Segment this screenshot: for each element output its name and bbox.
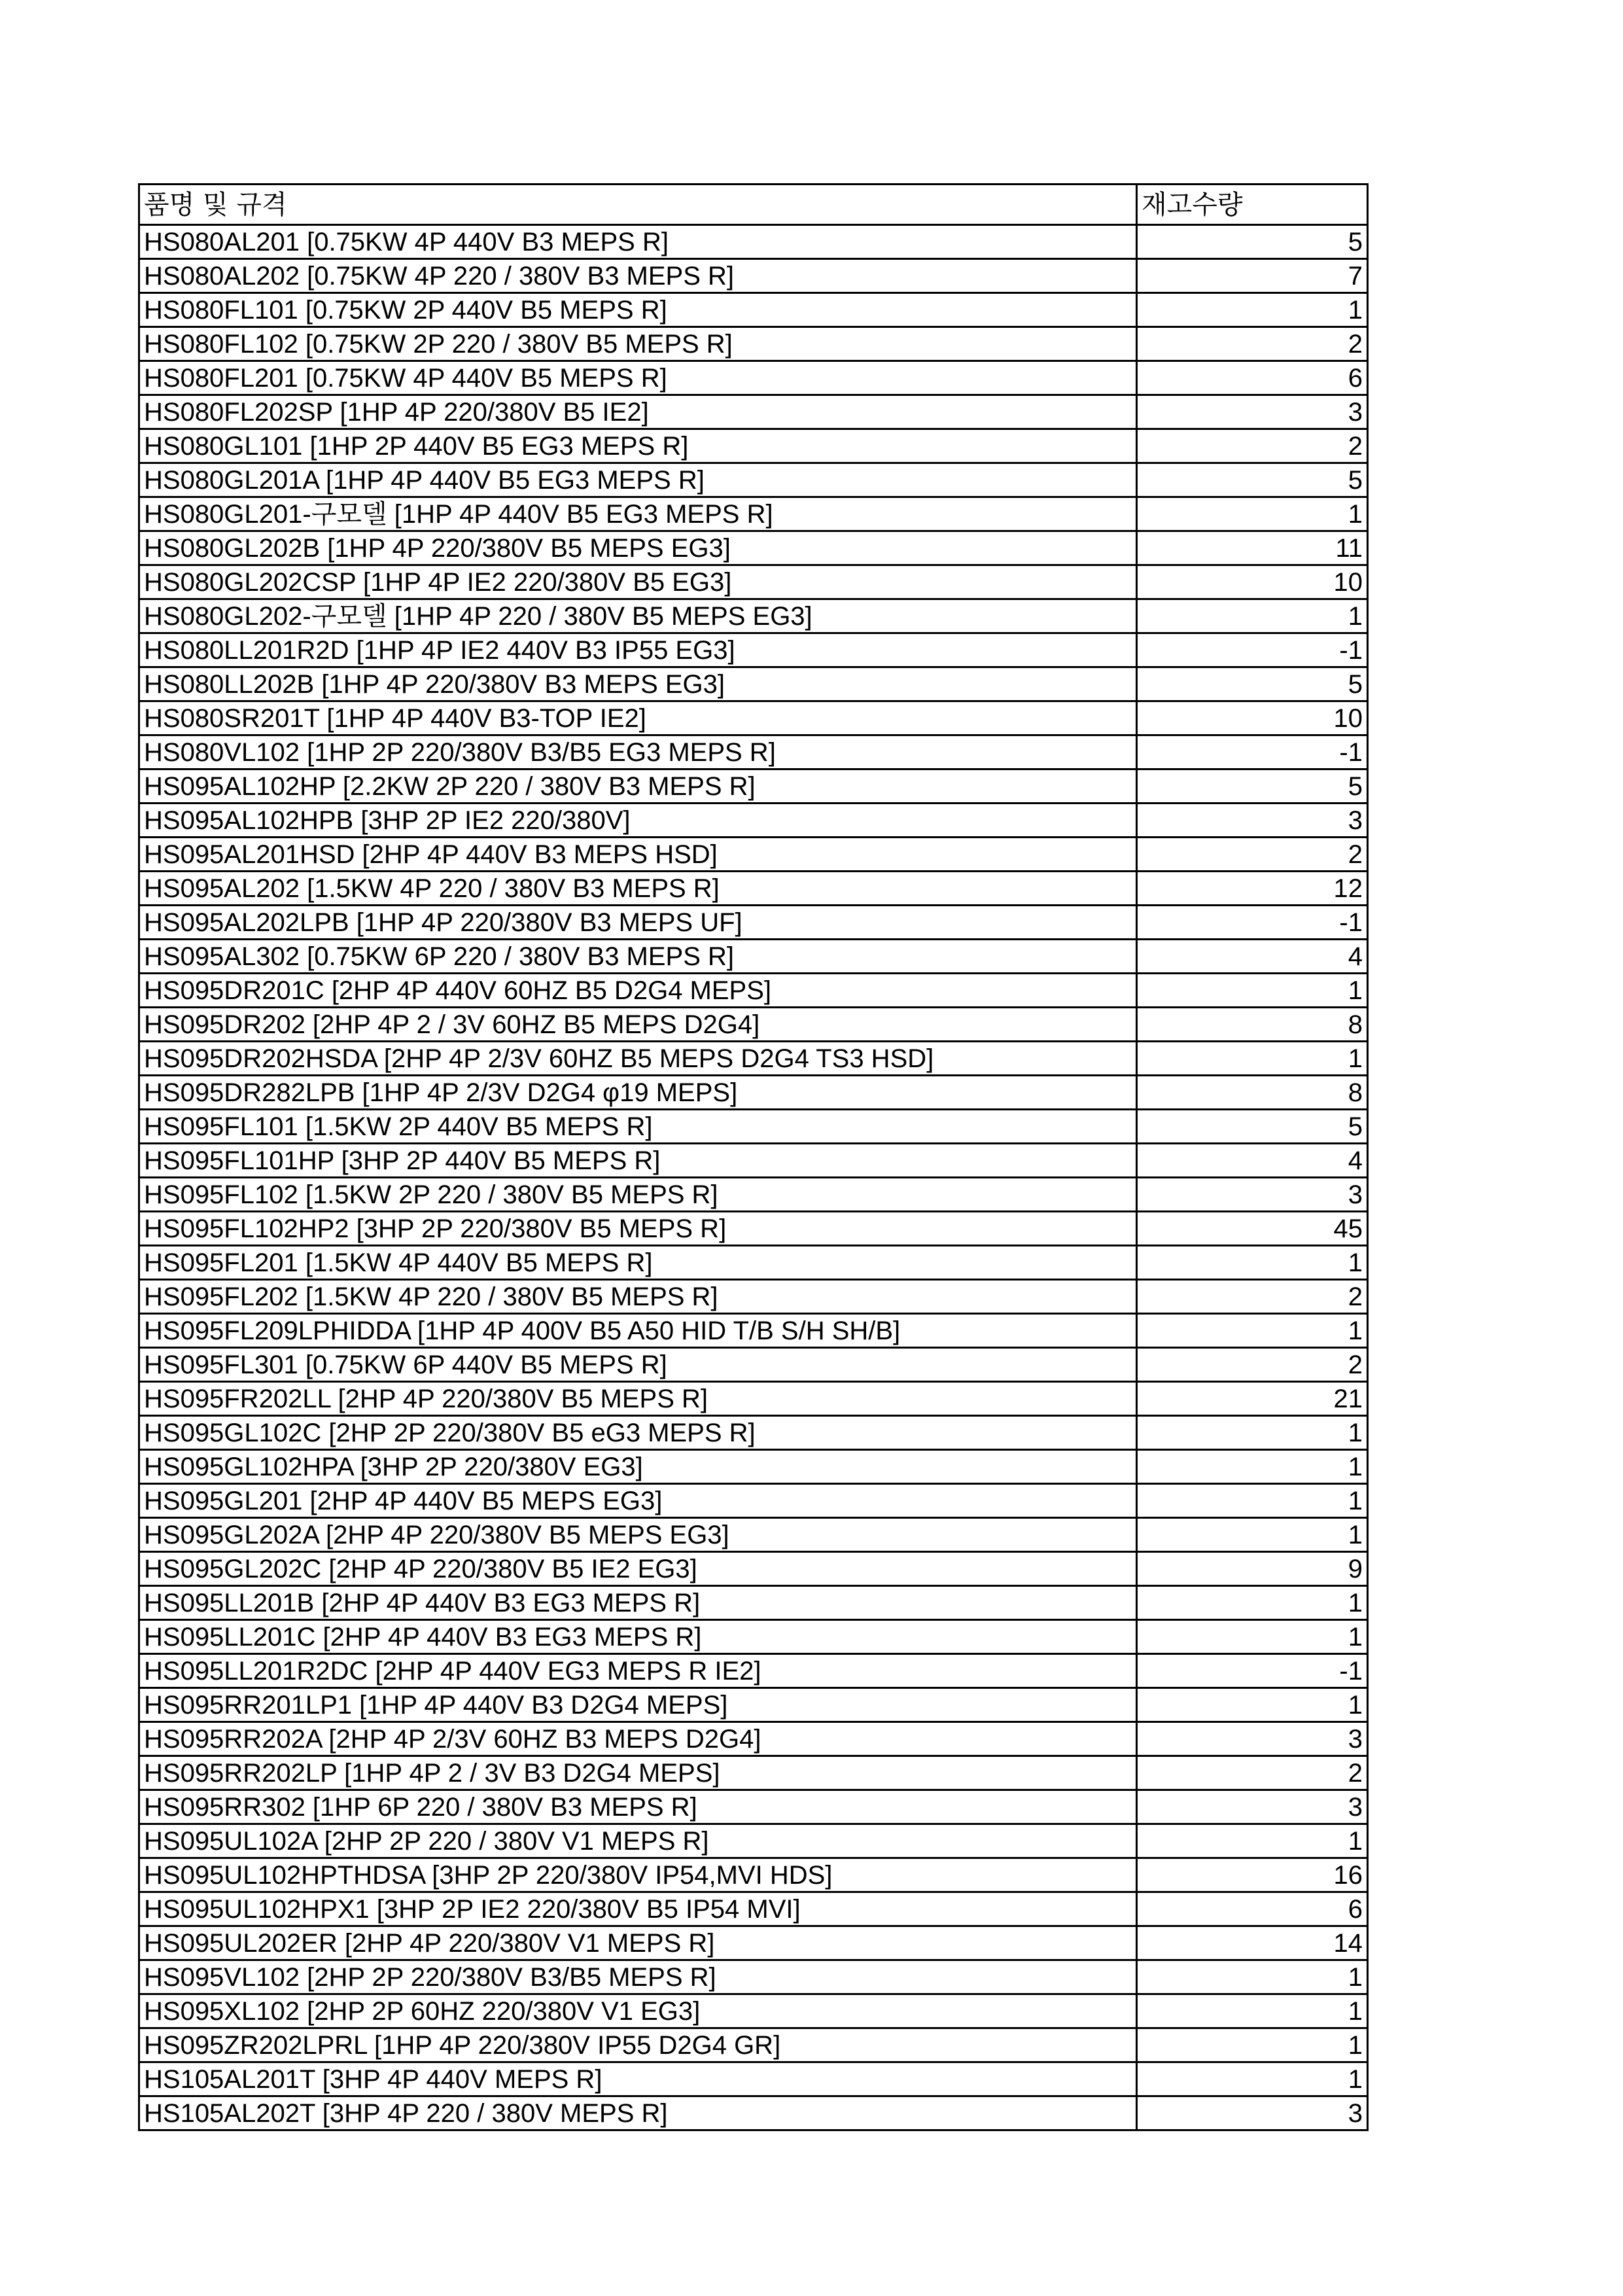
stock-qty-cell: -1 xyxy=(1137,906,1368,940)
stock-qty-cell: 6 xyxy=(1137,361,1368,395)
stock-qty-cell: 2 xyxy=(1137,1756,1368,1790)
item-name-cell: HS095UL102HPX1 [3HP 2P IE2 220/380V B5 IP54 MVI] xyxy=(139,1892,1137,1926)
column-header-qty: 재고수량 xyxy=(1137,185,1368,225)
table-row xyxy=(139,1790,1368,1824)
item-name-cell: HS095GL102C [2HP 2P 220/380V B5 eG3 MEPS R] xyxy=(139,1416,1137,1450)
table-row xyxy=(139,1382,1368,1416)
item-name-cell: HS095UL102A [2HP 2P 220 / 380V V1 MEPS R] xyxy=(139,1824,1137,1858)
stock-qty-cell: 1 xyxy=(1137,1416,1368,1450)
table-row xyxy=(139,1722,1368,1756)
inventory-table xyxy=(138,183,1369,2131)
table-row xyxy=(139,1824,1368,1858)
stock-qty-cell: 5 xyxy=(1137,463,1368,497)
table-row xyxy=(139,1756,1368,1790)
stock-qty-cell: 1 xyxy=(1137,2062,1368,2096)
stock-qty-cell: 2 xyxy=(1137,327,1368,361)
table-row xyxy=(139,1042,1368,1076)
stock-qty-cell: 1 xyxy=(1137,1484,1368,1518)
stock-qty-cell: 9 xyxy=(1137,1552,1368,1586)
header-row xyxy=(139,185,1368,225)
item-name-cell: HS095FL301 [0.75KW 6P 440V B5 MEPS R] xyxy=(139,1348,1137,1382)
stock-qty-cell: 4 xyxy=(1137,1144,1368,1178)
item-name-cell: HS080AL202 [0.75KW 4P 220 / 380V B3 MEPS R] xyxy=(139,259,1137,293)
table-row xyxy=(139,395,1368,429)
stock-qty-cell: 3 xyxy=(1137,2096,1368,2130)
table-row xyxy=(139,633,1368,667)
stock-qty-cell: 45 xyxy=(1137,1212,1368,1246)
table-row xyxy=(139,599,1368,633)
table-row xyxy=(139,1416,1368,1450)
item-name-cell: HS080SR201T [1HP 4P 440V B3-TOP IE2] xyxy=(139,701,1137,735)
item-name-cell: HS080VL102 [1HP 2P 220/380V B3/B5 EG3 MEPS R] xyxy=(139,735,1137,769)
table-row xyxy=(139,940,1368,974)
table-row xyxy=(139,361,1368,395)
table-row xyxy=(139,906,1368,940)
stock-qty-cell: 8 xyxy=(1137,1008,1368,1042)
stock-qty-cell: 7 xyxy=(1137,259,1368,293)
stock-qty-cell: -1 xyxy=(1137,633,1368,667)
stock-qty-cell: 1 xyxy=(1137,1314,1368,1348)
table-row xyxy=(139,293,1368,327)
item-name-cell: HS105AL202T [3HP 4P 220 / 380V MEPS R] xyxy=(139,2096,1137,2130)
item-name-cell: HS080GL202B [1HP 4P 220/380V B5 MEPS EG3] xyxy=(139,531,1137,565)
table-row xyxy=(139,1892,1368,1926)
item-name-cell: HS095LL201C [2HP 4P 440V B3 EG3 MEPS R] xyxy=(139,1620,1137,1654)
stock-qty-cell: 1 xyxy=(1137,497,1368,531)
table-row xyxy=(139,735,1368,769)
stock-qty-cell: 1 xyxy=(1137,1042,1368,1076)
stock-qty-cell: 1 xyxy=(1137,1246,1368,1280)
item-name-cell: HS095GL102HPA [3HP 2P 220/380V EG3] xyxy=(139,1450,1137,1484)
stock-qty-cell: 5 xyxy=(1137,1110,1368,1144)
table-row xyxy=(139,1348,1368,1382)
item-name-cell: HS105AL201T [3HP 4P 440V MEPS R] xyxy=(139,2062,1137,2096)
item-name-cell: HS080AL201 [0.75KW 4P 440V B3 MEPS R] xyxy=(139,225,1137,259)
item-name-cell: HS095AL201HSD [2HP 4P 440V B3 MEPS HSD] xyxy=(139,838,1137,872)
stock-qty-cell: 5 xyxy=(1137,667,1368,701)
item-name-cell: HS095RR202LP [1HP 4P 2 / 3V B3 D2G4 MEPS] xyxy=(139,1756,1137,1790)
stock-qty-cell: 1 xyxy=(1137,1518,1368,1552)
table-row xyxy=(139,497,1368,531)
table-row xyxy=(139,1144,1368,1178)
item-name-cell: HS095AL102HPB [3HP 2P IE2 220/380V] xyxy=(139,804,1137,838)
table-row xyxy=(139,667,1368,701)
item-name-cell: HS095GL202C [2HP 4P 220/380V B5 IE2 EG3] xyxy=(139,1552,1137,1586)
table-row xyxy=(139,1246,1368,1280)
table-row xyxy=(139,1450,1368,1484)
table-row xyxy=(139,872,1368,906)
table-row xyxy=(139,463,1368,497)
item-name-cell: HS095FR202LL [2HP 4P 220/380V B5 MEPS R] xyxy=(139,1382,1137,1416)
table-row xyxy=(139,327,1368,361)
item-name-cell: HS080LL202B [1HP 4P 220/380V B3 MEPS EG3] xyxy=(139,667,1137,701)
stock-qty-cell: 3 xyxy=(1137,1790,1368,1824)
table-row xyxy=(139,1960,1368,1994)
item-name-cell: HS095GL202A [2HP 4P 220/380V B5 MEPS EG3] xyxy=(139,1518,1137,1552)
stock-qty-cell: 1 xyxy=(1137,1586,1368,1620)
stock-qty-cell: 1 xyxy=(1137,974,1368,1008)
item-name-cell: HS080FL201 [0.75KW 4P 440V B5 MEPS R] xyxy=(139,361,1137,395)
stock-qty-cell: 2 xyxy=(1137,838,1368,872)
item-name-cell: HS095LL201R2DC [2HP 4P 440V EG3 MEPS R IE2] xyxy=(139,1654,1137,1688)
table-row xyxy=(139,1110,1368,1144)
item-name-cell: HS095DR202 [2HP 4P 2 / 3V 60HZ B5 MEPS D2G4] xyxy=(139,1008,1137,1042)
item-name-cell: HS095GL201 [2HP 4P 440V B5 MEPS EG3] xyxy=(139,1484,1137,1518)
item-name-cell: HS095RR202A [2HP 4P 2/3V 60HZ B3 MEPS D2G4] xyxy=(139,1722,1137,1756)
table-row xyxy=(139,2062,1368,2096)
inventory-sheet xyxy=(138,183,1367,2131)
item-name-cell: HS095AL302 [0.75KW 6P 220 / 380V B3 MEPS R] xyxy=(139,940,1137,974)
table-row xyxy=(139,1280,1368,1314)
table-row xyxy=(139,974,1368,1008)
item-name-cell: HS095VL102 [2HP 2P 220/380V B3/B5 MEPS R] xyxy=(139,1960,1137,1994)
table-row xyxy=(139,1994,1368,2028)
item-name-cell: HS095AL202LPB [1HP 4P 220/380V B3 MEPS UF] xyxy=(139,906,1137,940)
stock-qty-cell: 3 xyxy=(1137,804,1368,838)
item-name-cell: HS095FL101HP [3HP 2P 440V B5 MEPS R] xyxy=(139,1144,1137,1178)
item-name-cell: HS095XL102 [2HP 2P 60HZ 220/380V V1 EG3] xyxy=(139,1994,1137,2028)
table-row xyxy=(139,565,1368,599)
item-name-cell: HS095RR201LP1 [1HP 4P 440V B3 D2G4 MEPS] xyxy=(139,1688,1137,1722)
stock-qty-cell: 5 xyxy=(1137,225,1368,259)
table-row xyxy=(139,1178,1368,1212)
item-name-cell: HS095FL101 [1.5KW 2P 440V B5 MEPS R] xyxy=(139,1110,1137,1144)
item-name-cell: HS080GL101 [1HP 2P 440V B5 EG3 MEPS R] xyxy=(139,429,1137,463)
table-row xyxy=(139,429,1368,463)
item-name-cell: HS080LL201R2D [1HP 4P IE2 440V B3 IP55 EG3] xyxy=(139,633,1137,667)
stock-qty-cell: 2 xyxy=(1137,1348,1368,1382)
item-name-cell: HS095DR282LPB [1HP 4P 2/3V D2G4 φ19 MEPS] xyxy=(139,1076,1137,1110)
stock-qty-cell: 1 xyxy=(1137,293,1368,327)
item-name-cell: HS080GL202-구모델 [1HP 4P 220 / 380V B5 MEPS EG3] xyxy=(139,599,1137,633)
table-row xyxy=(139,804,1368,838)
table-row xyxy=(139,1518,1368,1552)
item-name-cell: HS095AL202 [1.5KW 4P 220 / 380V B3 MEPS R] xyxy=(139,872,1137,906)
item-name-cell: HS095UL202ER [2HP 4P 220/380V V1 MEPS R] xyxy=(139,1926,1137,1960)
item-name-cell: HS080FL202SP [1HP 4P 220/380V B5 IE2] xyxy=(139,395,1137,429)
item-name-cell: HS095LL201B [2HP 4P 440V B3 EG3 MEPS R] xyxy=(139,1586,1137,1620)
stock-qty-cell: 8 xyxy=(1137,1076,1368,1110)
table-row xyxy=(139,1926,1368,1960)
stock-qty-cell: 1 xyxy=(1137,2028,1368,2062)
item-name-cell: HS095FL201 [1.5KW 4P 440V B5 MEPS R] xyxy=(139,1246,1137,1280)
item-name-cell: HS095AL102HP [2.2KW 2P 220 / 380V B3 MEPS R] xyxy=(139,769,1137,804)
stock-qty-cell: 3 xyxy=(1137,1178,1368,1212)
item-name-cell: HS095ZR202LPRL [1HP 4P 220/380V IP55 D2G4 GR] xyxy=(139,2028,1137,2062)
table-row xyxy=(139,225,1368,259)
item-name-cell: HS095FL102HP2 [3HP 2P 220/380V B5 MEPS R] xyxy=(139,1212,1137,1246)
table-row xyxy=(139,701,1368,735)
stock-qty-cell: 10 xyxy=(1137,565,1368,599)
stock-qty-cell: 21 xyxy=(1137,1382,1368,1416)
stock-qty-cell: 6 xyxy=(1137,1892,1368,1926)
item-name-cell: HS095FL209LPHIDDA [1HP 4P 400V B5 A50 HID T/B S/H SH/B] xyxy=(139,1314,1137,1348)
stock-qty-cell: 3 xyxy=(1137,1722,1368,1756)
stock-qty-cell: -1 xyxy=(1137,735,1368,769)
stock-qty-cell: 4 xyxy=(1137,940,1368,974)
table-row xyxy=(139,1484,1368,1518)
stock-qty-cell: 14 xyxy=(1137,1926,1368,1960)
stock-qty-cell: 1 xyxy=(1137,1824,1368,1858)
table-row xyxy=(139,1212,1368,1246)
item-name-cell: HS095DR201C [2HP 4P 440V 60HZ B5 D2G4 MEPS] xyxy=(139,974,1137,1008)
stock-qty-cell: 1 xyxy=(1137,1994,1368,2028)
column-header-name: 품명 및 규격 xyxy=(139,185,1137,225)
table-row xyxy=(139,259,1368,293)
table-row xyxy=(139,2028,1368,2062)
table-row xyxy=(139,1008,1368,1042)
table-row xyxy=(139,1586,1368,1620)
table-row xyxy=(139,769,1368,804)
stock-qty-cell: 11 xyxy=(1137,531,1368,565)
item-name-cell: HS095DR202HSDA [2HP 4P 2/3V 60HZ B5 MEPS D2G4 TS3 HSD] xyxy=(139,1042,1137,1076)
stock-qty-cell: 1 xyxy=(1137,1620,1368,1654)
item-name-cell: HS080GL202CSP [1HP 4P IE2 220/380V B5 EG3] xyxy=(139,565,1137,599)
item-name-cell: HS080GL201A [1HP 4P 440V B5 EG3 MEPS R] xyxy=(139,463,1137,497)
item-name-cell: HS080FL102 [0.75KW 2P 220 / 380V B5 MEPS R] xyxy=(139,327,1137,361)
table-row xyxy=(139,1552,1368,1586)
table-row xyxy=(139,1688,1368,1722)
item-name-cell: HS095FL202 [1.5KW 4P 220 / 380V B5 MEPS R] xyxy=(139,1280,1137,1314)
stock-qty-cell: 5 xyxy=(1137,769,1368,804)
item-name-cell: HS095RR302 [1HP 6P 220 / 380V B3 MEPS R] xyxy=(139,1790,1137,1824)
stock-qty-cell: 16 xyxy=(1137,1858,1368,1892)
table-row xyxy=(139,1314,1368,1348)
table-body xyxy=(139,225,1368,2130)
stock-qty-cell: 2 xyxy=(1137,1280,1368,1314)
table-row xyxy=(139,1858,1368,1892)
stock-qty-cell: 1 xyxy=(1137,1450,1368,1484)
table-row xyxy=(139,531,1368,565)
stock-qty-cell: 12 xyxy=(1137,872,1368,906)
stock-qty-cell: -1 xyxy=(1137,1654,1368,1688)
stock-qty-cell: 3 xyxy=(1137,395,1368,429)
item-name-cell: HS080FL101 [0.75KW 2P 440V B5 MEPS R] xyxy=(139,293,1137,327)
item-name-cell: HS095FL102 [1.5KW 2P 220 / 380V B5 MEPS R] xyxy=(139,1178,1137,1212)
table-row xyxy=(139,1654,1368,1688)
item-name-cell: HS095UL102HPTHDSA [3HP 2P 220/380V IP54,MVI HDS] xyxy=(139,1858,1137,1892)
table-row xyxy=(139,1620,1368,1654)
stock-qty-cell: 1 xyxy=(1137,1688,1368,1722)
stock-qty-cell: 2 xyxy=(1137,429,1368,463)
stock-qty-cell: 10 xyxy=(1137,701,1368,735)
table-row xyxy=(139,838,1368,872)
item-name-cell: HS080GL201-구모델 [1HP 4P 440V B5 EG3 MEPS R] xyxy=(139,497,1137,531)
stock-qty-cell: 1 xyxy=(1137,599,1368,633)
table-row xyxy=(139,1076,1368,1110)
table-row xyxy=(139,2096,1368,2130)
stock-qty-cell: 1 xyxy=(1137,1960,1368,1994)
